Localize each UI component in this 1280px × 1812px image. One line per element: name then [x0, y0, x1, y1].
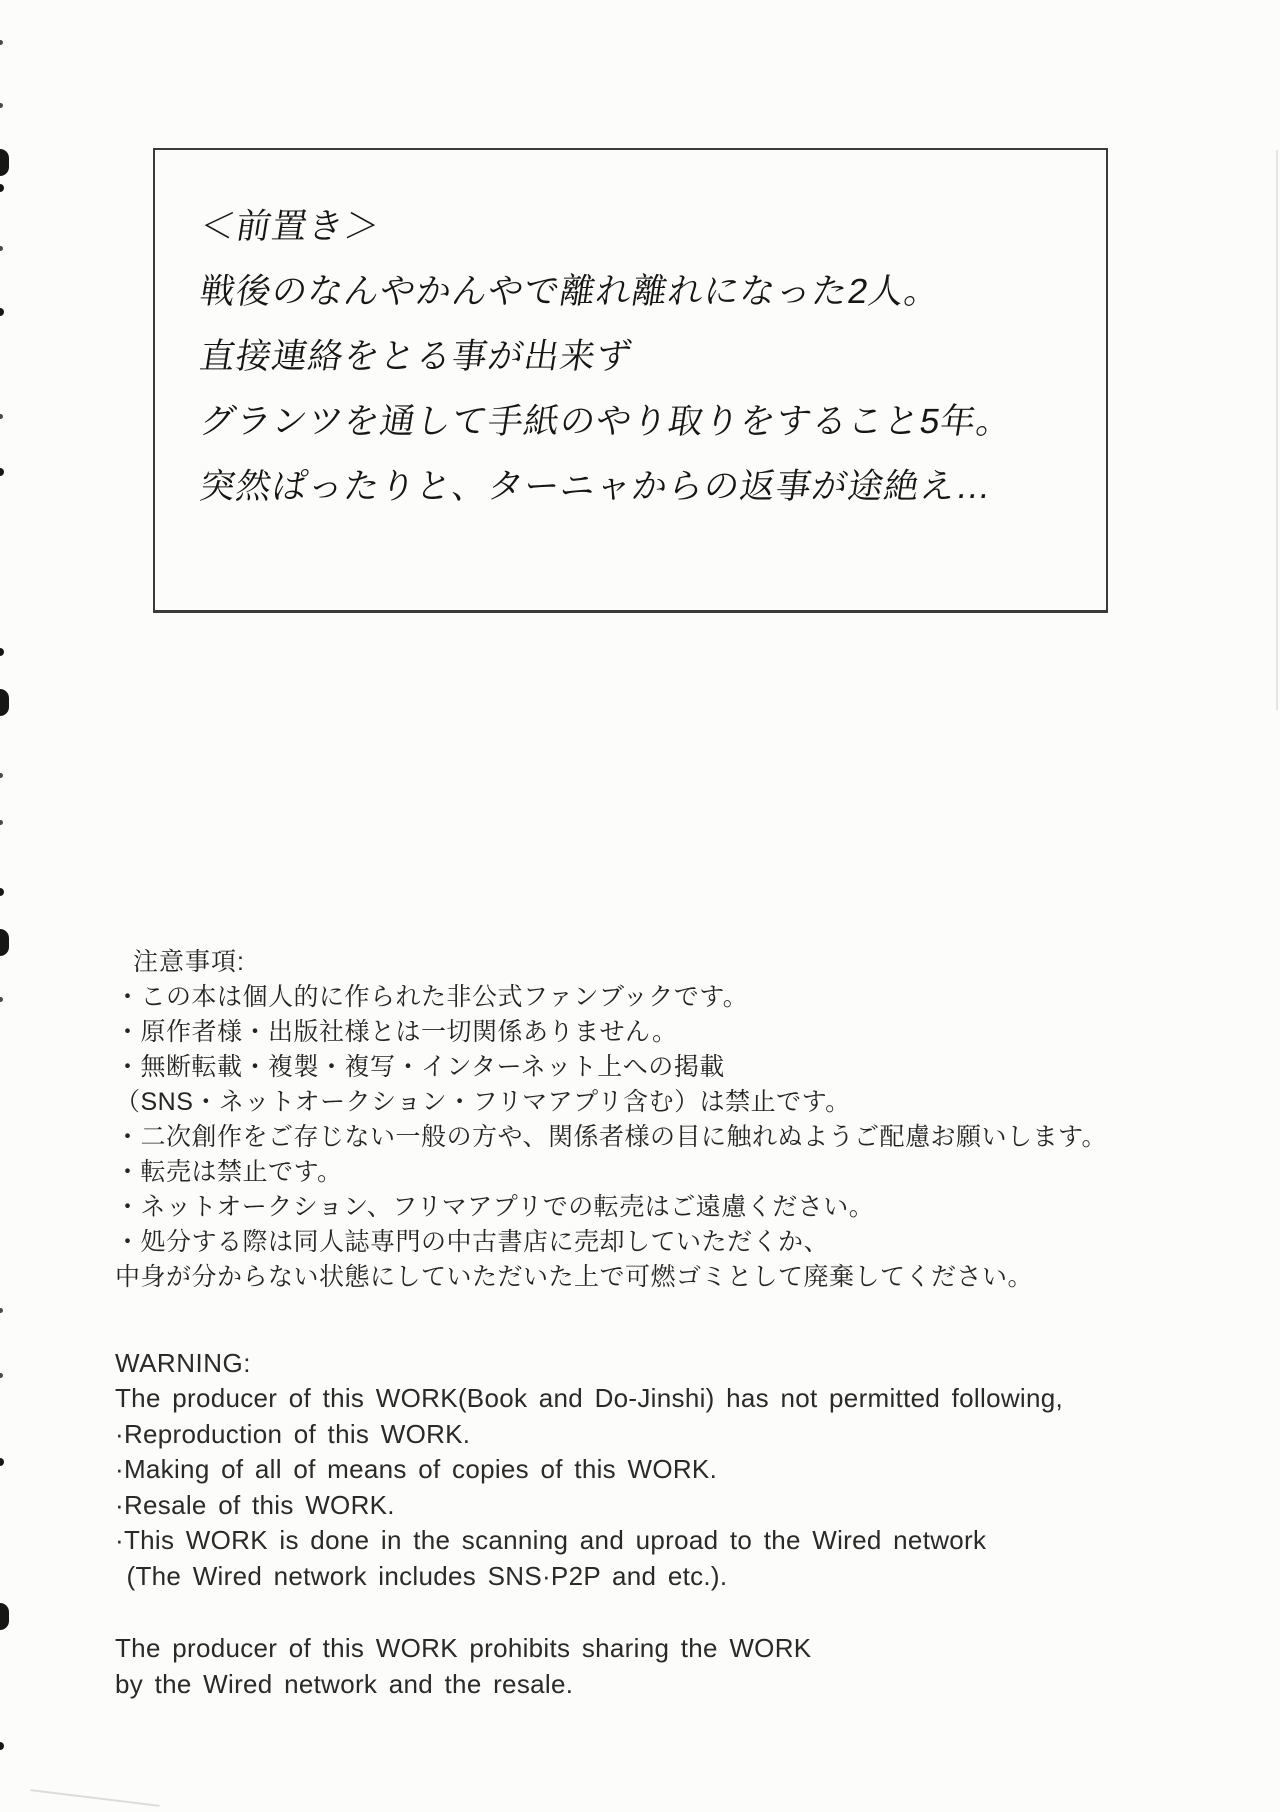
- warning-line: (The Wired network includes SNS·P2P and etc.).: [115, 1560, 728, 1591]
- scan-artifact: [0, 929, 9, 956]
- notice-body: [115, 980, 1215, 1295]
- scan-artifact: [0, 246, 3, 251]
- scan-artifact: [0, 689, 9, 716]
- warning-footer: [115, 1631, 1215, 1702]
- scan-smudge: [30, 1789, 159, 1807]
- scan-artifact: [0, 308, 4, 316]
- warning-line: ·Resale of this WORK.: [115, 1489, 395, 1520]
- scan-artifact: [0, 820, 3, 825]
- warning-line: ·Reproduction of this WORK.: [115, 1418, 471, 1449]
- scan-artifact: [0, 184, 4, 192]
- warning-body: [115, 1381, 1215, 1594]
- scan-artifact: [0, 40, 3, 45]
- scan-artifact: [0, 414, 3, 419]
- notice-line: ・この本は個人的に作られた非公式ファンブックです。: [115, 983, 749, 1011]
- notice-line: ・無断転載・複製・複写・インターネット上への掲載: [115, 1053, 725, 1081]
- notice-line: ・処分する際は同人誌専門の中古書店に売却していただくか、: [115, 1228, 830, 1256]
- scan-artifact: [0, 468, 4, 476]
- notice-heading: 注意事項:: [133, 948, 245, 976]
- preface-title: ＜前置き＞: [197, 207, 384, 246]
- notice-line: ・原作者様・出版社様とは一切関係ありません。: [115, 1018, 678, 1046]
- warning-footer-line: by the Wired network and the resale.: [115, 1668, 574, 1699]
- scan-artifact: [0, 888, 4, 896]
- notice-line: ・転売は禁止です。: [115, 1158, 343, 1186]
- preface-line: 直接連絡をとる事が出来ず: [197, 337, 636, 376]
- warning-heading: WARNING:: [115, 1348, 251, 1378]
- warning-footer-line: The producer of this WORK prohibits sharing the WORK: [115, 1633, 812, 1663]
- warning-line: The producer of this WORK(Book and Do-Jinshi) has not permitted following,: [115, 1383, 1064, 1413]
- preface-box: [153, 148, 1108, 613]
- scan-artifact: [0, 1458, 4, 1466]
- preface-line: 戦後のなんやかんやで離れ離れになった2人。: [197, 272, 944, 311]
- preface-line: 突然ぱったりと、ターニャからの返事が途絶え…: [197, 467, 996, 506]
- notice-line: 中身が分からない状態にしていただいた上で可燃ゴミとして廃棄してください。: [115, 1263, 1034, 1291]
- scan-edge-line: [1276, 150, 1278, 710]
- notice-line: ・二次創作をご存じない一般の方や、関係者様の目に触れぬようご配慮お願いします。: [115, 1123, 1108, 1151]
- warning-section: [115, 1345, 1215, 1702]
- scan-artifact: [0, 1308, 3, 1313]
- scan-artifact: [0, 1373, 3, 1378]
- scan-artifact: [0, 1742, 4, 1750]
- preface-line: グランツを通して手紙のやり取りをすること5年。: [197, 402, 1016, 441]
- warning-line: ·This WORK is done in the scanning and uproad to the Wired network: [115, 1525, 987, 1555]
- scan-artifact: [0, 1603, 9, 1630]
- scan-artifact: [0, 997, 3, 1002]
- scan-artifact: [0, 149, 9, 176]
- preface-body: [195, 259, 1106, 519]
- notice-section: [115, 945, 1215, 1295]
- scan-artifact: [0, 648, 4, 656]
- scan-artifact: [0, 103, 3, 108]
- notice-line: ・ネットオークション、フリマアプリでの転売はご遠慮ください。: [115, 1193, 875, 1221]
- scan-artifact: [0, 773, 3, 778]
- warning-line: ·Making of all of means of copies of this WORK.: [115, 1454, 718, 1484]
- notice-line: （SNS・ネットオークション・フリマアプリ含む）は禁止です。: [115, 1088, 851, 1116]
